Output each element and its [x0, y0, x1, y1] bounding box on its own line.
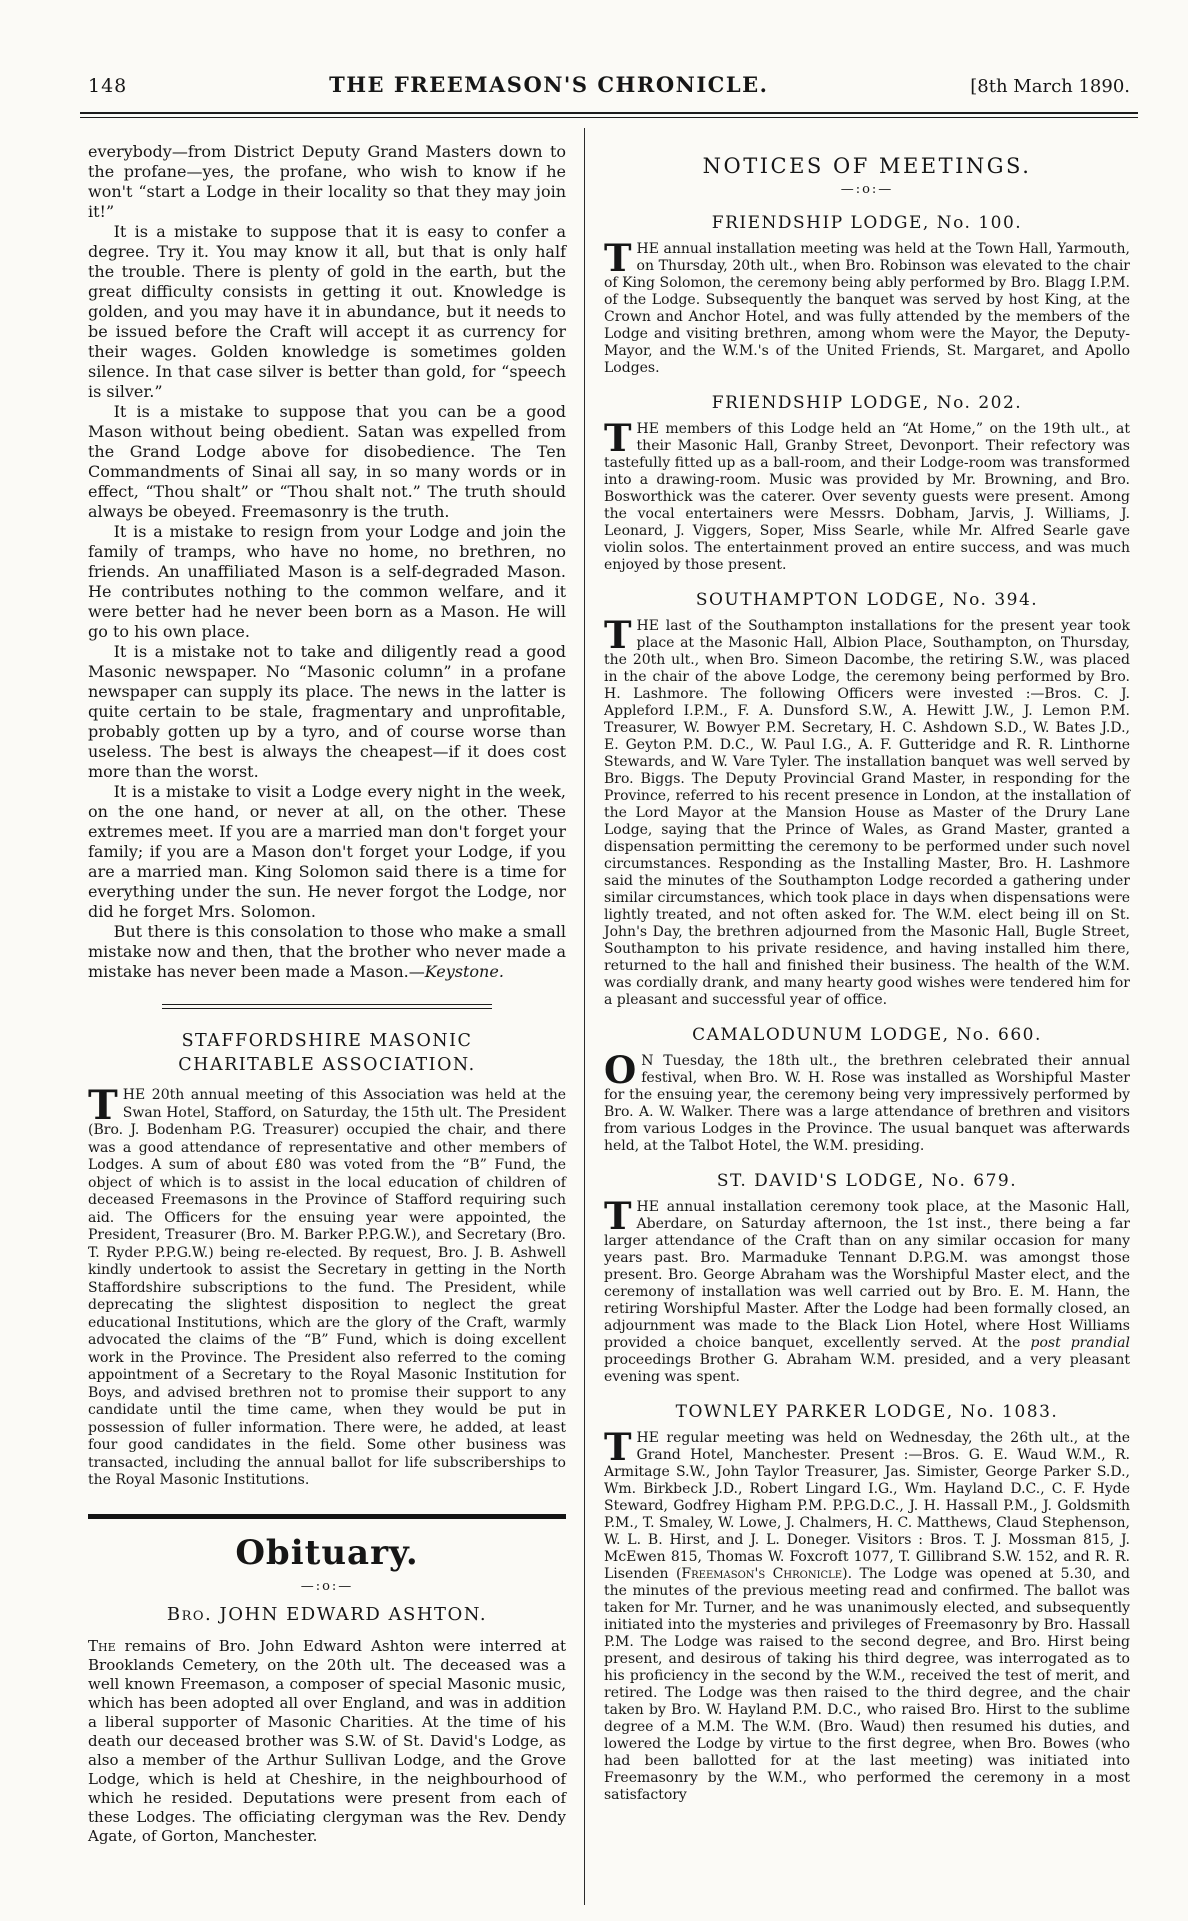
dropcap-initial: T [604, 416, 632, 460]
attribution: Keystone. [424, 962, 504, 981]
lodge-heading: FRIENDSHIP LODGE, No. 100. [711, 213, 1023, 233]
lodge-heading: CAMALODUNUM LODGE, No. 660. [692, 1025, 1042, 1045]
lodge-section-friendship-100 [604, 213, 1130, 377]
ornament-divider: —:o:— [300, 1578, 354, 1594]
header-rule [80, 112, 1138, 118]
dropcap-initial: T [88, 1082, 118, 1129]
notices-of-meetings-heading: NOTICES OF MEETINGS. [702, 154, 1032, 178]
lodge-heading: FRIENDSHIP LODGE, No. 202. [711, 393, 1023, 413]
page-header [88, 72, 1130, 97]
article-paragraph: It is a mistake not to take and diligently read a good Masonic newspaper. No “Masonic column” in a profane newspaper can supply its place. The news in the latter is quite certain to be stale, fragmentary and unprofitable, probably gotten up by a tyro, and of course worse than useless. The best is always the cheapest—if it does cost more than the worst. [88, 642, 566, 781]
lodge-heading: ST. DAVID'S LODGE, No. 679. [716, 1171, 1018, 1191]
obituary-heading: Obituary. [235, 1532, 419, 1573]
dropcap-initial: T [604, 613, 632, 657]
right-column [584, 128, 1130, 1905]
dropcap-initial: T [604, 236, 632, 280]
staffordshire-heading: STAFFORDSHIRE MASONIC CHARITABLE ASSOCIATION. [178, 1031, 476, 1075]
lodge-report: THE last of the Southampton installations for the present year took place at the Masonic Hall, Albion Place, Southampton, on Thursday, the 20th ult., when Bro. Simeon Dacombe, the retiring S.W., was placed in the chair of the above Lodge, the ceremony being performed by Bro. H. Lashmore. The following Officers were invested :—Bros. C. J. Appleford I.P.M., F. A. Dunsford S.W., A. Hewitt J.W., J. Lemon P.M. Treasurer, W. Bowyer P.M. Secretary, H. C. Ashdown S.D., W. Bates J.D., E. Geyton P.M. D.C., W. Paul I.G., A. F. Gutteridge and R. R. Linthorne Stewards, and W. Vare Tyler. The installation banquet was well served by Bro. Biggs. The Deputy Provincial Grand Master, in responding for the Province, referred to his recent presence in London, at the installation of the Lord Mayor at the Mansion House as Master of the Drury Lane Lodge, saying that the Prince of Wales, as Grand Master, granted a dispensation permitting the ceremony to be performed under such novel circumstances. Responding as the Installing Master, Bro. H. Lashmore said the minutes of the Southampton Lodge recorded a gathering under similar circumstances, which took place in days when dispensations were lightly treated, and not often asked for. The W.M. elect being ill on St. John's Day, the brethren adjourned from the Masonic Hall, Bugle Street, Southampton to his private residence, and having installed him there, returned to the hall and finished their business. The health of the W.M. was cordially drank, and many hearty good wishes were tendered him for a pleasant and successful year of office. [604, 613, 1130, 1008]
lodge-report: THE annual installation ceremony took place, at the Masonic Hall, Aberdare, on Saturday afternoon, the 1st inst., there being a far larger attendance of the Craft than on any similar occasion for many years past. Bro. Marmaduke Tennant D.P.G.M. was amongst those present. Bro. George Abraham was the Worshipful Master elect, and the ceremony of installation was well carried out by Bro. E. M. Hann, the retiring Worshipful Master. After the Lodge had been formally closed, an adjournment was made to the Black Lion Hotel, where Host Williams provided a choice banquet, excellently served. At the post prandial proceedings Brother G. Abraham W.M. presided, and a very pleasant evening was spent. [604, 1194, 1131, 1385]
obituary-text: The remains of Bro. John Edward Ashton were interred at Brooklands Cemetery, on the 20th ult. The deceased was a well known Freemason, a composer of special Masonic music, which has been adopted all over England, and was in addition a liberal supporter of Masonic Charities. At the time of his death our deceased brother was S.W. of St. David's Lodge, as also a member of the Arthur Sullivan Lodge, and the Grove Lodge, which is held at Cheshire, in the neighbourhood of which he resided. Deputations were present from each of these Lodges. The officiating clergyman was the Rev. Dendy Agate, of Gorton, Manchester. [88, 1636, 566, 1845]
article-paragraph: It is a mistake to suppose that it is easy to confer a degree. Try it. You may know it all, but that is only half the trouble. There is plenty of gold in the earth, but the great difficulty consists in getting it out. Knowledge is golden, and you may have it in abundance, but it needs to be issued before the Craft will accept it as currency for their wages. Golden knowledge is sometimes golden silence. In that case silver is better than gold, for “speech is silver.” [88, 222, 566, 401]
mistakes-article [88, 142, 566, 982]
ornament-divider: —:o:— [840, 182, 894, 197]
lodge-report: O N Tuesday, the 18th ult., the brethren celebrated their annual festival, when Bro. W. H. Rose was installed as Worshipful Master for the ensuing year, the ceremony being very impressively performed by Bro. A. W. Walker. There was a large attendance of brethren and visitors from various Lodges in the Province. The usual banquet was afterwards held, at the Talbot Hotel, the W.M. presiding. [604, 1048, 1130, 1154]
lodge-section-st-davids-679 [604, 1171, 1130, 1386]
smallcaps-lead: The [88, 1636, 116, 1655]
article-paragraph: everybody—from District Deputy Grand Masters down to the profane—yes, the profane, who wish to know if he won't “start a Lodge in their locality so that they may join it!” [88, 142, 566, 221]
dropcap-initial: T [604, 1194, 632, 1238]
staffordshire-report: THE 20th annual meeting of this Association was held at the Swan Hotel, Stafford, on Saturday, the 15th ult. The President (Bro. J. Bodenham P.G. Treasurer) occupied the chair, and there was a good attendance of representative and other members of Lodges. A sum of about £80 was voted from the “B” Fund, the object of which is to assist in the local education of children of deceased Freemasons in the Province of Stafford requiring such aid. The Officers for the ensuing year were appointed, the President, Treasurer (Bro. M. Barker P.P.G.W.), and Secretary (Bro. T. Ryder P.P.G.W.) being re-elected. By request, Bro. J. B. Ashwell kindly undertook to assist the Secretary in getting in the North Staffordshire subscriptions to the fund. The President, while deprecating the slightest disposition to neglect the great educational Institutions, which are the glory of the Craft, warmly advocated the claims of the “B” Fund, which is doing excellent work in the Province. The President also referred to the coming appointment of a Secretary to the Royal Masonic Institution for Boys, and advised brethren not to promise their support to any candidate until the time came, when they would be put in possession of fuller information. There were, he added, at least four good candidates in the field. Some other business was transacted, including the annual ballot for life subscriberships to the Royal Masonic Institutions. [88, 1082, 566, 1488]
article-paragraph: It is a mistake to resign from your Lodge and join the family of tramps, who have no home, no brethren, no friends. An unaffiliated Mason is a self-degraded Mason. He contributes nothing to the common welfare, and it were better had he never been born as a Mason. He will go to his own place. [88, 522, 566, 641]
obituary-subheading: Bro. JOHN EDWARD ASHTON. [166, 1603, 488, 1625]
lodge-section-camalodunum-660 [604, 1025, 1130, 1155]
lodge-report: THE members of this Lodge held an “At Home,” on the 19th ult., at their Masonic Hall, Granby Street, Devonport. Their refectory was tastefully fitted up as a ball-room, and their Lodge-room was transformed into a drawing-room. Music was provided by Mr. Browning, and Bro. Bosworthick was the caterer. Over seventy guests were present. Among the vocal entertainers were Messrs. Dobham, Jarvis, J. Williams, J. Leonard, J. Viggers, Soper, Miss Searle, while Mr. Alfred Searle gave violin solos. The entertainment proved an entire success, and was much enjoyed by those present. [604, 416, 1130, 573]
staffordshire-section [88, 1029, 566, 1490]
masthead-title: THE FREEMASON'S CHRONICLE. [329, 72, 769, 97]
article-closing-paragraph: But there is this consolation to those who make a small mistake now and then, that the brother who never made a mistake has never been made a Mason.—Keystone. [88, 922, 566, 981]
page-number: 148 [88, 75, 128, 97]
lodge-report: THE regular meeting was held on Wednesday, the 26th ult., at the Grand Hotel, Manchester. Present :—Bros. G. E. Waud W.M., R. Armitage S.W., John Taylor Treasurer, Jas. Simister, George Parker S.D., Wm. Birkbeck J.D., Robert Lingard I.G., Wm. Hayland D.C., C. F. Hyde Steward, Godfrey Higham P.M. P.P.G.D.C., J. H. Hassall P.M., J. Goldsmith P.M., T. Smaley, W. Lowe, J. Chalmers, H. C. Matthews, Claud Stephenson, W. L. B. Hirst, and J. L. Doneger. Visitors : Bros. T. J. Mossman 815, J. McEwen 815, Thomas W. Foxcroft 1077, T. Gillibrand S.W. 152, and R. R. Lisenden (Freemason's Chronicle). The Lodge was opened at 5.30, and the minutes of the previous meeting read and confirmed. The ballot was taken for Mr. Turner, and he was unanimously elected, and subsequently initiated into the mysteries and privileges of Freemasonry by Bro. Hassall P.M. The Lodge was raised to the second degree, and Bro. Hirst being present, and desirous of taking his third degree, was interrogated as to his proficiency in the second by the W.M., received the test of merit, and retired. The Lodge was then raised to the third degree, and the chair taken by Bro. W. Hayland P.M. D.C., who raised Bro. Hirst to the sublime degree of a M.M. The W.M. (Bro. Waud) then resumed his duties, and lowered the Lodge by virtue to the first degree, when Bro. Bowes (who had been ballotted for at the last meeting) was initiated into Freemasonry by the W.M., who performed the ceremony in a most satisfactory [604, 1425, 1130, 1803]
dropcap-initial: T [604, 1425, 632, 1469]
article-paragraph: It is a mistake to visit a Lodge every night in the week, on the one hand, or never at all, on the other. These extremes meet. If you are a married man don't forget your family; if you are a Mason don't forget your Lodge, if you are a married man. King Solomon said there is a time for everything under the sun. He never forgot the Lodge, nor did he forget Mrs. Solomon. [88, 782, 566, 921]
lodge-heading: SOUTHAMPTON LODGE, No. 394. [695, 590, 1039, 610]
obituary-divider-rule [88, 1514, 566, 1519]
two-column-layout [88, 128, 1130, 1905]
lodge-section-townley-parker-1083 [604, 1402, 1130, 1804]
obituary-section [88, 1533, 566, 1846]
lodge-report: THE annual installation meeting was held at the Town Hall, Yarmouth, on Thursday, 20th ult., when Bro. Robinson was elevated to the chair of King Solomon, the ceremony being ably performed by Bro. Blagg I.P.M. of the Lodge. Subsequently the banquet was served by host King, at the Crown and Anchor Hotel, and was fully attended by the members of the Lodge and visiting brethren, among whom were the Mayor, the Deputy-Mayor, and the W.M.'s of the United Friends, St. Margaret, and Apollo Lodges. [604, 236, 1130, 376]
issue-date: [8th March 1890. [970, 76, 1130, 97]
lodge-heading: TOWNLEY PARKER LODGE, No. 1083. [675, 1402, 1059, 1422]
left-column [88, 128, 566, 1905]
article-paragraph: It is a mistake to suppose that you can be a good Mason without being obedient. Satan was expelled from the Grand Lodge above for disobedience. The Ten Commandments of Sinai all say, in so many words or in effect, “Thou shalt” or “Thou shalt not.” The truth should always be obeyed. Freemasonry is the truth. [88, 402, 566, 521]
lodge-section-southampton-394 [604, 590, 1130, 1009]
dropcap-initial: O [604, 1048, 637, 1092]
section-divider-rule [162, 1004, 492, 1009]
lodge-section-friendship-202 [604, 393, 1130, 574]
